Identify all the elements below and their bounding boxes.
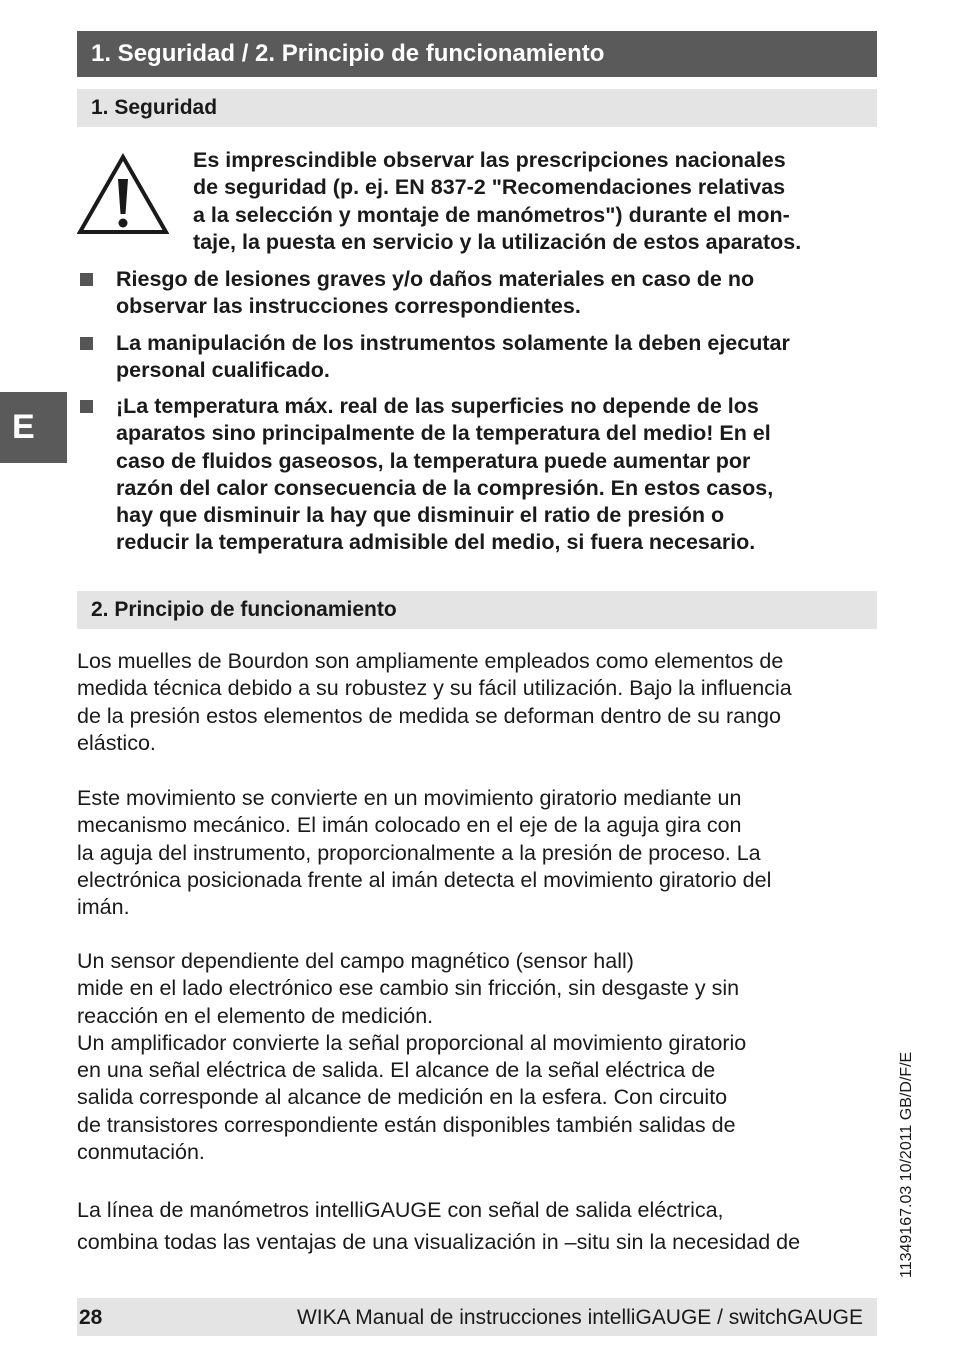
paragraph-movimiento: Este movimiento se convierte en un movimiento giratorio mediante un mecanismo mecánico. El imán colocado en el eje de la aguja gira con la aguja del instrumento, proporcionalmente a la presión de proceso. La electrónica posicionada frente al imán detecta el movimiento giratorio del imán. xyxy=(77,786,772,920)
page-number: 28 xyxy=(79,1306,103,1329)
paragraph-sensor: Un sensor dependiente del campo magnético (sensor hall) mide en el lado electrónico ese cambio sin fricción, sin desgaste y sin reacción en el elemento de medición. Un amplificador convierte la señal proporcional al movimiento giratorio en una señal eléctrica de salida. El alcance de la señal eléctrica de salida corresponde al alcance de medición en la esfera. Con circuito de transistores correspondiente están disponibles también salidas de conmutación. xyxy=(77,949,747,1165)
footer-title: WIKA Manual de instrucciones intelliGAUGE / switchGAUGE xyxy=(296,1306,863,1329)
section-heading-principio: 2. Principio de funcionamiento xyxy=(77,591,877,629)
safety-warning-text: Es imprescindible observar las prescripciones nacionales de seguridad (p. ej. EN 837-2 "Recomendaciones relativas a la selección y montaje de manómetros") durante el mon- taje, la puesta en servicio y la utilización de estos aparatos. xyxy=(193,148,802,254)
paragraph-intelligauge: La línea de manómetros intelliGAUGE con señal de salida eléctrica, combina todas las ventajas de una visualización in –situ sin la necesidad de xyxy=(77,1198,801,1254)
document-code: 11349167.03 10/2011 GB/D/F/E xyxy=(898,1051,915,1278)
bullet-marker xyxy=(80,337,93,350)
section-heading-seguridad: 1. Seguridad xyxy=(77,89,877,127)
page-footer xyxy=(77,1298,877,1336)
language-tab: E xyxy=(0,392,67,463)
bullet-marker xyxy=(80,400,93,413)
safety-bullet-2: La manipulación de los instrumentos solamente la deben ejecutar personal cualificado. xyxy=(116,331,790,383)
safety-bullet-1: Riesgo de lesiones graves y/o daños materiales en caso de no observar las instrucciones correspondientes. xyxy=(116,267,755,319)
bullet-marker xyxy=(80,273,93,286)
warning-triangle-icon xyxy=(77,153,169,235)
page-header: 1. Seguridad / 2. Principio de funcionamiento xyxy=(77,31,877,77)
paragraph-bourdon: Los muelles de Bourdon son ampliamente empleados como elementos de medida técnica debido a su robustez y su fácil utilización. Bajo la influencia de la presión estos elementos de medida se deforman dentro de su rango elástico. xyxy=(77,649,792,755)
safety-bullet-3: ¡La temperatura máx. real de las superficies no depende de los aparatos sino principalmente de la temperatura del medio! En el caso de fluidos gaseosos, la temperatura puede aumentar por razón del calor consecuencia de la compresión. En estos casos, hay que disminuir la hay que disminuir el ratio de presión o reducir la temperatura admisible del medio, si fuera necesario. xyxy=(116,394,774,555)
